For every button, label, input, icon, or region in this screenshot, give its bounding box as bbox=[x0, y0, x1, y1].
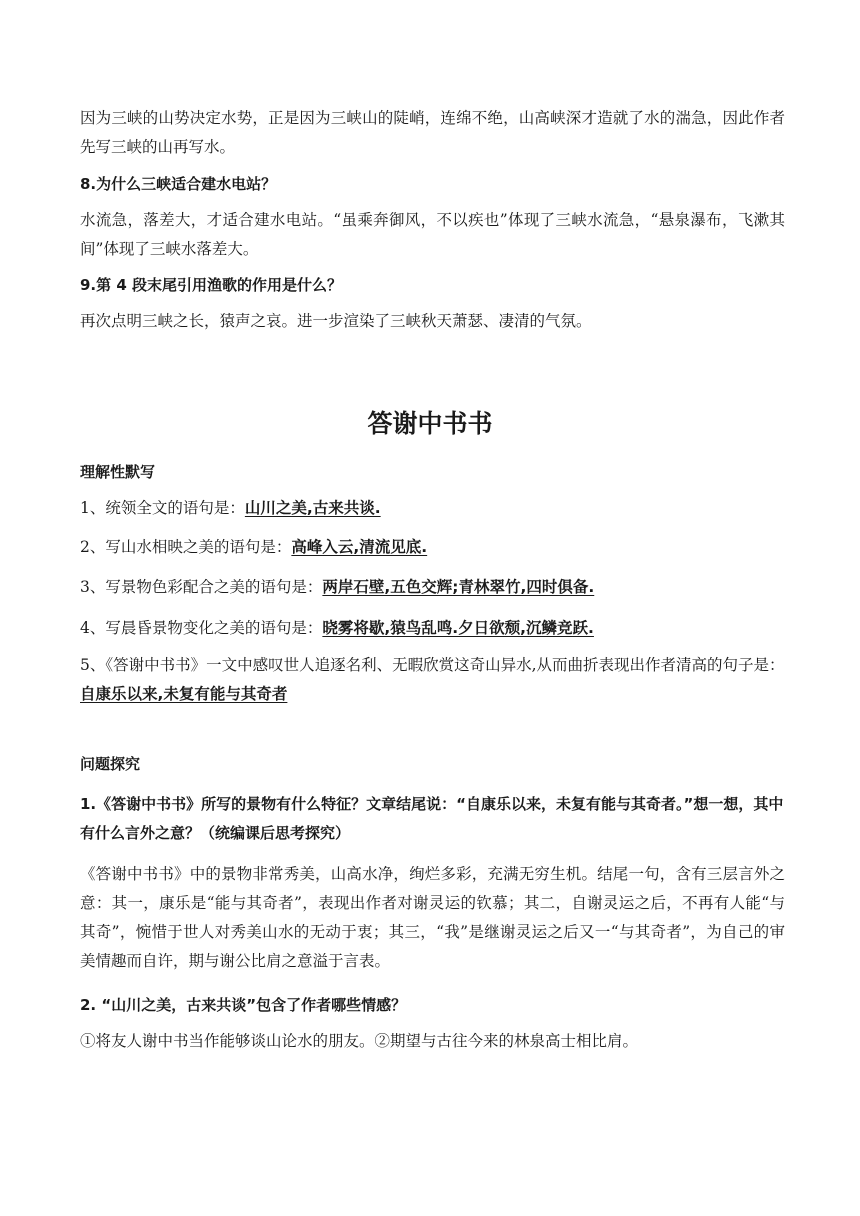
inquiry-heading: 问题探究 bbox=[80, 755, 141, 773]
section-title: 答谢中书书 bbox=[367, 409, 493, 438]
dictation-prompt: 3、写景物色彩配合之美的语句是： bbox=[80, 578, 323, 596]
dictation-answer: 高峰入云,清流见底. bbox=[291, 538, 428, 556]
answer-9: 再次点明三峡之长，猿声之哀。进一步渲染了三峡秋天萧瑟、凄清的气氛。 bbox=[80, 312, 592, 330]
inquiry-answer-1: 《答谢中书书》中的景物非常秀美，山高水净，绚烂多彩，充满无穷生机。结尾一句，含有三层言外之意：其一，康乐是“能与其奇者”，表现出作者对谢灵运的钦慕；其二，自谢灵运之后，不再有人能“与其奇”，惋惜于世人对秀美山水的无动于衷；其三，“我”是继谢灵运之后又一“与其奇者”，为自己的审美情趣而自许，期与谢公比肩之意溢于言表。 bbox=[80, 865, 785, 970]
dictation-answer: 晓雾将歇,猿鸟乱鸣.夕日欲颓,沉鳞竞跃. bbox=[322, 619, 594, 637]
dictation-item-1 bbox=[80, 494, 785, 523]
answer-8: 水流急，落差大，才适合建水电站。“虽乘奔御风，不以疾也”体现了三峡水流急，“悬泉瀑布，飞漱其间”体现了三峡水落差大。 bbox=[80, 211, 785, 258]
inquiry-question-2: 2. “山川之美，古来共谈”包含了作者哪些情感？ bbox=[80, 996, 407, 1014]
question-8: 8.为什么三峡适合建水电站？ bbox=[80, 175, 277, 193]
dictation-answer: 自康乐以来,未复有能与其奇者 bbox=[80, 685, 288, 703]
inquiry-question-1: 1.《答谢中书书》所写的景物有什么特征？文章结尾说：“自康乐以来，未复有能与其奇者。”想一想，其中有什么言外之意？（统编课后思考探究） bbox=[80, 795, 784, 842]
dictation-answer: 山川之美,古来共谈. bbox=[244, 499, 381, 517]
dictation-prompt: 5、《答谢中书书》一文中感叹世人追逐名利、无暇欣赏这奇山异水,从而曲折表现出作者清高的句子是： bbox=[80, 656, 785, 674]
question-9: 9.第 4 段末尾引用渔歌的作用是什么？ bbox=[80, 276, 343, 294]
dictation-prompt: 2、写山水相映之美的语句是： bbox=[80, 538, 292, 556]
dictation-prompt: 1、统领全文的语句是： bbox=[80, 499, 245, 517]
dictation-prompt: 4、写晨昏景物变化之美的语句是： bbox=[80, 619, 323, 637]
dictation-answer: 两岸石壁,五色交辉;青林翠竹,四时俱备. bbox=[322, 578, 595, 596]
dictation-item-2 bbox=[80, 533, 785, 562]
dictation-item-4 bbox=[80, 614, 785, 643]
paragraph-mountain-before-water: 因为三峡的山势决定水势，正是因为三峡山的陡峭，连绵不绝，山高峡深才造就了水的湍急，因此作者先写三峡的山再写水。 bbox=[80, 109, 785, 156]
inquiry-answer-2: ①将友人谢中书当作能够谈山论水的朋友。②期望与古往今来的林泉高士相比肩。 bbox=[80, 1032, 639, 1050]
dictation-heading: 理解性默写 bbox=[80, 463, 156, 481]
dictation-item-5 bbox=[80, 651, 785, 709]
dictation-item-3 bbox=[80, 573, 785, 602]
